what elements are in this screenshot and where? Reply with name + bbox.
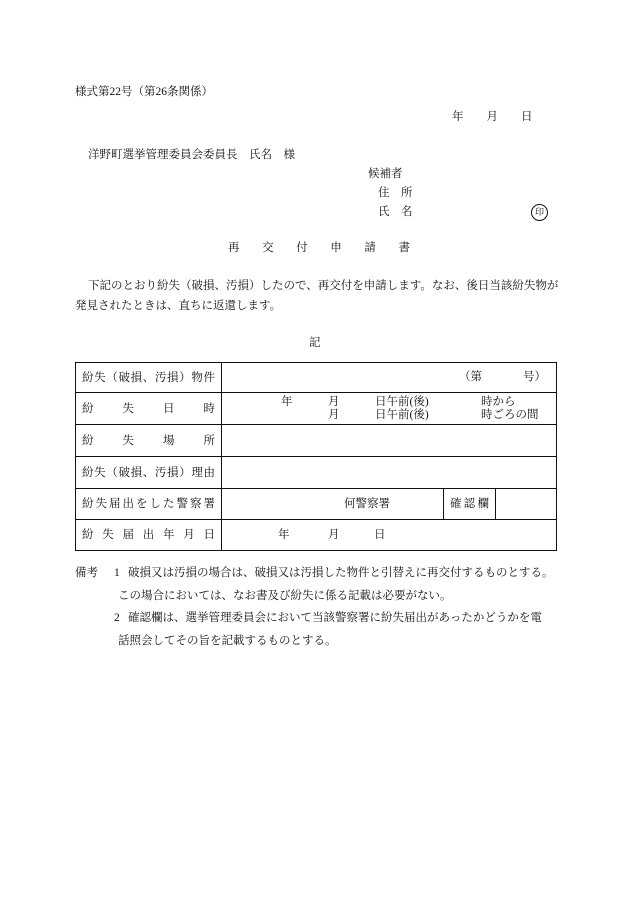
seal-icon: 印 <box>531 204 548 221</box>
row-reason <box>76 457 557 489</box>
ki-label: 記 <box>309 337 321 349</box>
from-day: 日午前(後) <box>375 396 429 408</box>
reason-label: 紛失（破損、汚損）理由 <box>76 457 222 489</box>
note-line: この場合においては、なお書及び紛失に係る記載は必要がない。 <box>118 590 452 602</box>
note-line: 話照会してその旨を記載するものとする。 <box>118 635 337 647</box>
candidate-label: 候補者 <box>368 168 403 180</box>
lost-item-value <box>222 363 557 393</box>
row-lost-datetime <box>76 393 557 425</box>
lost-datetime-label: 紛失日時 <box>76 393 222 425</box>
row-report-date <box>76 520 557 551</box>
lost-item-number-prefix: （第 <box>459 371 482 383</box>
note-number: 1 <box>114 567 120 579</box>
addressee: 洋野町選挙管理委員会委員長 氏名 様 <box>88 149 295 161</box>
form-number: 様式第22号（第26条関係） <box>75 86 213 98</box>
confirm-label: 確認欄 <box>444 489 496 520</box>
report-year: 年 <box>278 529 290 541</box>
row-police <box>76 489 557 520</box>
lost-item-number-suffix: 号） <box>523 371 546 383</box>
to-month: 月 <box>328 409 340 421</box>
lost-item-label: 紛失（破損、汚損）物件 <box>76 363 222 393</box>
note-number: 2 <box>114 612 120 624</box>
from-month: 月 <box>328 396 340 408</box>
lost-datetime-value <box>222 393 557 425</box>
lost-place-value <box>222 425 557 457</box>
report-date-label: 紛失届出年月日 <box>76 520 222 551</box>
date-line: 年 月 日 <box>452 111 533 123</box>
address-label: 住 所 <box>378 187 413 199</box>
confirm-value <box>496 489 557 520</box>
details-table <box>75 362 557 551</box>
from-hour: 時から <box>481 396 516 408</box>
note-line: 破損又は汚損の場合は、破損又は汚損した物件と引替えに再交付するものとする。 <box>128 567 554 579</box>
body-line: 発見されたときは、直ちに返還します。 <box>75 300 282 312</box>
report-month: 月 <box>328 529 340 541</box>
notes-heading: 備考 <box>75 567 98 579</box>
row-lost-place <box>76 425 557 457</box>
report-day: 日 <box>374 529 386 541</box>
name-label: 氏 名 <box>378 206 413 218</box>
to-day: 日午前(後) <box>375 409 429 421</box>
note-line: 確認欄は、選挙管理委員会において当該警察署に紛失届出があったかどうかを電 <box>128 612 542 624</box>
reason-value <box>222 457 557 489</box>
police-label: 紛失届出をした警察署 <box>76 489 222 520</box>
police-station-value <box>222 489 444 520</box>
row-lost-item <box>76 363 557 393</box>
report-date-value <box>222 520 557 551</box>
body-line: 下記のとおり紛失（破損、汚損）したので、再交付を申請します。なお、後日当該紛失物が <box>88 280 559 292</box>
police-station: 何警察署 <box>344 498 390 510</box>
lost-place-label: 紛失場所 <box>76 425 222 457</box>
from-year: 年 <box>281 396 293 408</box>
document-title: 再交付申請書 <box>228 242 410 254</box>
to-hour: 時ごろの間 <box>481 409 539 421</box>
